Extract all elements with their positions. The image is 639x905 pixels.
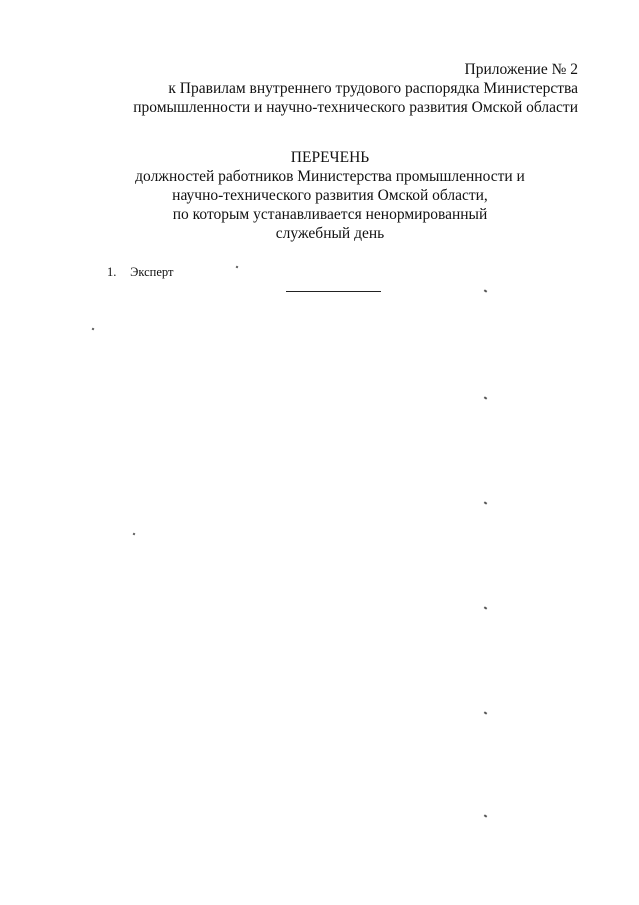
heading-line-3: по которым устанавливается ненормированный: [172, 206, 488, 223]
appendix-header: [58, 60, 578, 117]
scan-speck: [484, 814, 488, 817]
appendix-reference-line-2: промышленности и научно-технического развития Омской области: [133, 99, 578, 116]
scan-speck: [484, 289, 488, 292]
scan-speck: [484, 396, 488, 399]
scan-speck: [133, 533, 136, 536]
appendix-number: Приложение № 2: [464, 61, 578, 78]
scan-speck: [484, 711, 488, 714]
heading-line-2: научно-технического развития Омской области,: [172, 187, 488, 204]
scan-speck: [236, 266, 239, 269]
end-of-list-rule: [286, 291, 381, 292]
scan-speck: [484, 606, 488, 609]
positions-list: [107, 264, 173, 280]
heading-line-1: должностей работников Министерства промышленности и: [135, 168, 525, 185]
scan-speck: [484, 501, 488, 504]
list-item-name: Эксперт: [130, 265, 174, 279]
scan-speck: [92, 328, 95, 331]
list-item: [107, 264, 173, 280]
document-title: ПЕРЕЧЕНЬ: [290, 149, 370, 166]
list-item-number: 1.: [107, 265, 117, 279]
heading-line-4: служебный день: [275, 225, 385, 242]
appendix-reference-line-1: к Правилам внутреннего трудового распорядка Министерства: [168, 80, 578, 97]
document-heading: [60, 148, 600, 243]
